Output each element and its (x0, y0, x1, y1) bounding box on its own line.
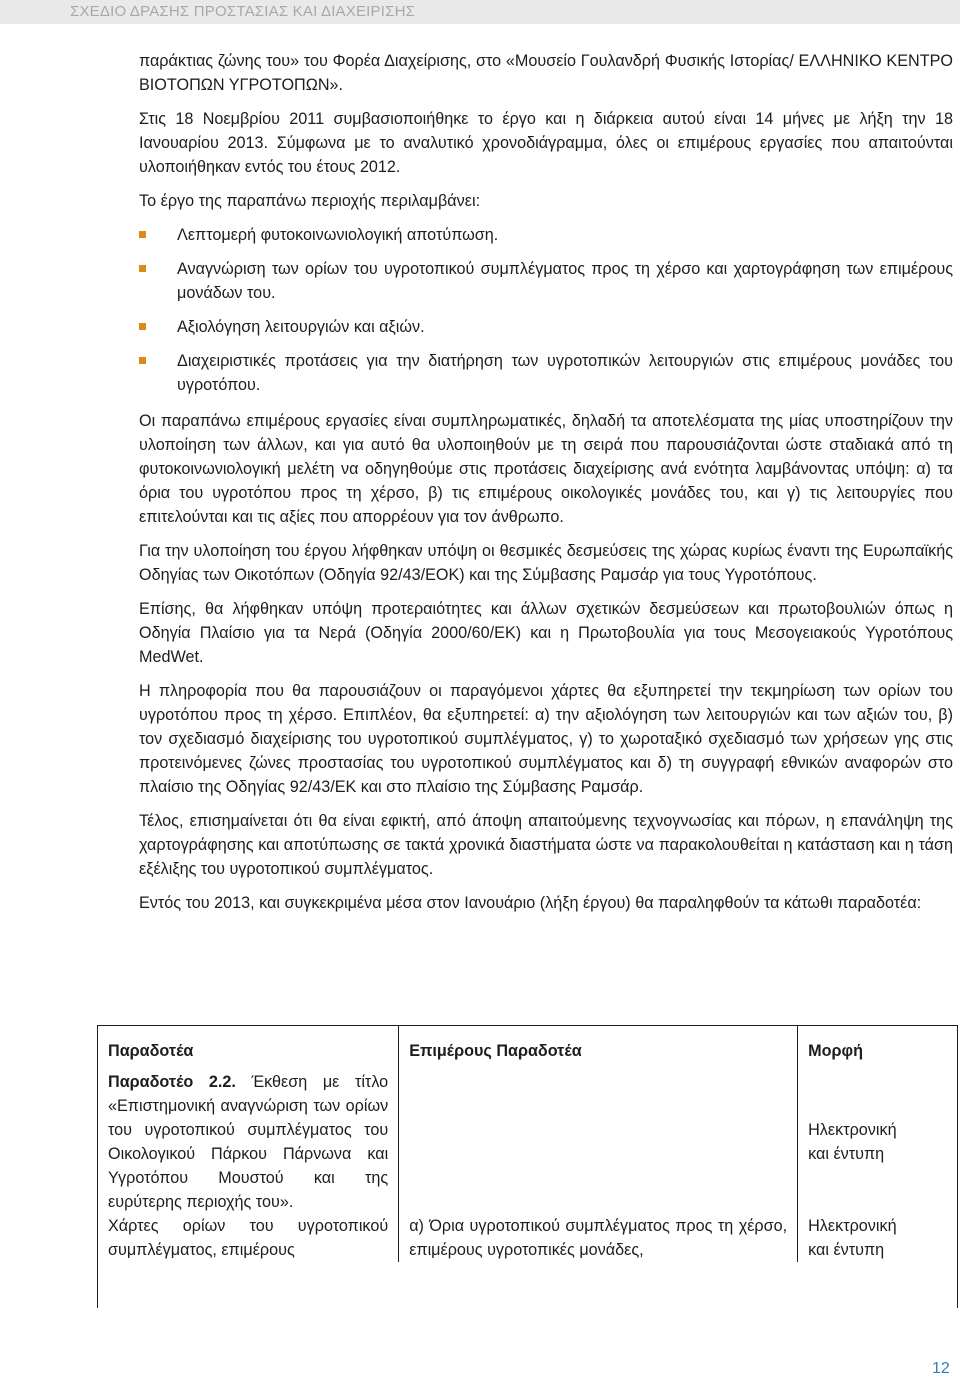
page-header (0, 0, 960, 24)
paragraph-7: Η πληροφορία που θα παρουσιάζουν οι παραγόμενοι χάρτες θα εξυπηρετεί την τεκμηρίωση των ορίων του υγροτόπου προς τη χέρσο. Επιπλέον, θα εξυπηρετεί: α) την αξιολόγηση των λειτουργιών και των αξιών του, β) τον σχεδιασμό διαχείρισης του υγροτοπικού συμπλέγματος, γ) το χωροταξικό σχεδιασμό των χρήσεων γης στις προτεινόμενες ζώνες προστασίας του υγροτοπικού συμπλέγματος και δ) τη συγγραφή εθνικών αναφορών στο πλαίσιο της Οδηγίας 92/43/ΕΚ και στο πλαίσιο της Σύμβασης Ραμσάρ. (139, 682, 953, 796)
header-sub-deliverables: Επιμέρους Παραδοτέα (399, 1026, 798, 1070)
page-number: 12 (932, 1360, 950, 1377)
format-line: και έντυπη (808, 1145, 885, 1163)
square-bullet-icon (139, 265, 146, 272)
header-deliverables: Παραδοτέα (98, 1026, 399, 1070)
table-header-row (98, 1026, 957, 1070)
deliverable-code: Παραδοτέο 2.2. (108, 1073, 236, 1091)
table-row (98, 1070, 957, 1214)
paragraph-9: Εντός του 2013, και συγκεκριμένα μέσα στον Ιανουάριο (λήξη έργου) θα παραληφθούν τα κάτωθι παραδοτέα: (139, 894, 922, 912)
format-line: και έντυπη (808, 1241, 885, 1259)
list-item (139, 349, 953, 397)
sub-deliverable-cell (399, 1070, 798, 1214)
paragraph-2: Στις 18 Νοεμβρίου 2011 συμβασιοποιήθηκε το έργο και η διάρκεια αυτού είναι 14 μήνες με λήξη την 18 Ιανουαρίου 2013. Σύμφωνα με το αναλυτικό χρονοδιάγραμμα, όλες οι επιμέρους εργασίες που απαιτούνται υλοποιήθηκαν εντός του έτους 2012. (139, 110, 953, 176)
deliverable-description: Έκθεση με τίτλο «Επιστημονική αναγνώριση των ορίων του υγροτοπικού συμπλέγματος του Οικολογικού Πάρκου Πάρνωνα και Υγροτόπου Μουστού και της ευρύτερης περιοχής του». (108, 1073, 389, 1211)
list-item-text: Διαχειριστικές προτάσεις για την διατήρηση των υγροτοπικών λειτουργιών στις επιμέρους μονάδες του υγροτόπου. (177, 352, 953, 394)
format-line: Ηλεκτρονική (808, 1121, 897, 1139)
sub-deliverable-cell: α) Όρια υγροτοπικού συμπλέγματος προς τη χέρσο, επιμέρους υγροτοπικές μονάδες, (399, 1214, 798, 1262)
format-cell (798, 1214, 957, 1262)
list-item-text: Αναγνώριση των ορίων του υγροτοπικού συμπλέγματος προς τη χέρσο και χαρτογράφηση των επιμέρους μονάδων του. (177, 260, 953, 302)
header-title: ΣΧΕΔΙΟ ΔΡΑΣΗΣ ΠΡΟΣΤΑΣΙΑΣ ΚΑΙ ΔΙΑΧΕΙΡΙΣΗΣ (70, 3, 416, 20)
paragraph-5: Για την υλοποίηση του έργου λήφθηκαν υπόψη οι θεσμικές δεσμεύσεις της χώρας κυρίως έναντι της Ευρωπαϊκής Οδηγίας των Οικοτόπων (Οδηγία 92/43/ΕΟΚ) και της Σύμβασης Ραμσάρ για τους Υγροτόπους. (139, 542, 953, 584)
list-item-text: Λεπτομερή φυτοκοινωνιολογική αποτύπωση. (177, 226, 499, 244)
list-item (139, 257, 953, 305)
header-format: Μορφή (808, 1042, 863, 1060)
list-item (139, 223, 953, 247)
square-bullet-icon (139, 323, 146, 330)
format-line: Ηλεκτρονική (808, 1217, 897, 1235)
paragraph-1: παράκτιας ζώνης του» του Φορέα Διαχείρισης, στο «Μουσείο Γουλανδρή Φυσικής Ιστορίας/ ΕΛΛΗΝΙΚΟ ΚΕΝΤΡΟ ΒΙΟΤΟΠΩΝ ΥΓΡΟΤΟΠΩΝ». (139, 52, 953, 94)
deliverable-cell: Χάρτες ορίων του υγροτοπικού συμπλέγματος, επιμέρους (98, 1214, 399, 1262)
table-row (98, 1214, 957, 1262)
list-item-text: Αξιολόγηση λειτουργιών και αξιών. (177, 318, 425, 336)
work-items-list (139, 223, 953, 397)
format-cell (798, 1070, 957, 1214)
document-body (139, 49, 953, 925)
paragraph-6: Επίσης, θα λήφθηκαν υπόψη προτεραιότητες και άλλων σχετικών δεσμεύσεων και πρωτοβουλιών όπως η Οδηγία Πλαίσιο για τα Νερά (Οδηγία 2000/60/ΕΚ) και η Πρωτοβουλία για τους Μεσογειακούς Υγροτόπους MedWet. (139, 600, 953, 666)
paragraph-8: Τέλος, επισημαίνεται ότι θα είναι εφικτή, από άποψη απαιτούμενης τεχνογνωσίας και πόρων, η επανάληψη της χαρτογράφησης και αποτύπωσης σε τακτά χρονικά διαστήματα ώστε να παρακολουθείται η κατάσταση και η τάση εξέλιξης του υγροτοπικού συμπλέγματος. (139, 812, 953, 878)
list-item (139, 315, 953, 339)
paragraph-3: Το έργο της παραπάνω περιοχής περιλαμβάνει: (139, 192, 481, 210)
deliverables-table (97, 1025, 958, 1308)
square-bullet-icon (139, 357, 146, 364)
deliverable-cell (98, 1070, 399, 1214)
paragraph-4: Οι παραπάνω επιμέρους εργασίες είναι συμπληρωματικές, δηλαδή τα αποτελέσματα της μίας υποστηρίζουν την υλοποίηση των άλλων, και για αυτό θα υλοποιηθούν με τη σειρά που παρουσιάζονται ώστε σταδιακά από τη φυτοκοινωνιολογική μελέτη να οδηγηθούμε στις προτάσεις διαχείρισης ανά ενότητα λαμβάνοντας υπόψη: α) τα όρια του υγροτόπου προς τη χέρσο, β) τις επιμέρους οικολογικές μονάδες του, και γ) τις λειτουργίες που επιτελούνται και τις αξίες που απορρέουν για τον άνθρωπο. (139, 412, 953, 526)
square-bullet-icon (139, 231, 146, 238)
